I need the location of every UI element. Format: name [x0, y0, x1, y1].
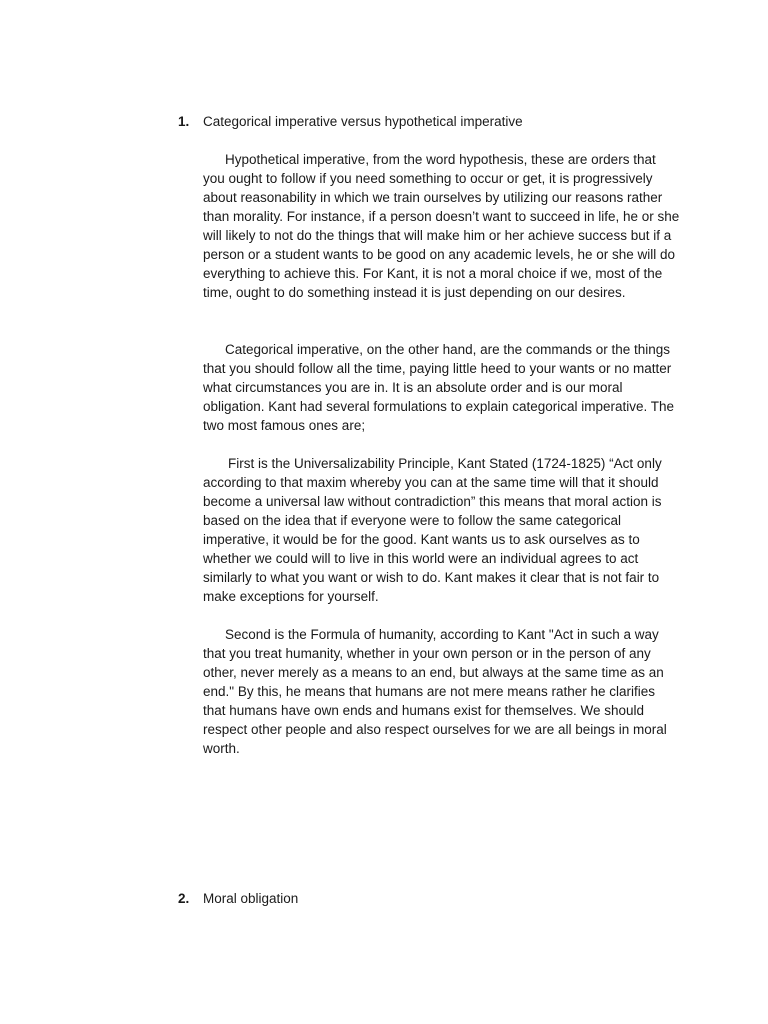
section-title: Categorical imperative versus hypothetical imperative — [203, 114, 523, 129]
paragraph-formula-of-humanity: Second is the Formula of humanity, according to Kant "Act in such a way that you treat humanity, whether in your own person or in the person of any other, never merely as a means to an end, but always at the same time as an end." By this, he means that humans are not mere means rather he clarifies that humans have own ends and humans exist for themselves. We should respect other people and also respect ourselves for we are all beings in moral worth. — [203, 627, 667, 756]
paragraph-universalizability-principle: First is the Universalizability Principle, Kant Stated (1724-1825) “Act only according to that maxim whereby you can at the same time will that it should become a universal law without contradiction” this means that moral action is based on the idea that if everyone were to follow the same categorical imperative, it would be for the good. Kant wants us to ask ourselves as to whether we could will to live in this world were an individual agrees to act similarly to what you want or wish to do. Kant makes it clear that is not fair to make exceptions for yourself. — [203, 456, 662, 604]
paragraph-categorical-imperative: Categorical imperative, on the other hand, are the commands or the things that you should follow all the time, paying little heed to your wants or no matter what circumstances you are in. It is an absolute order and is our moral obligation. Kant had several formulations to explain categorical imperative. The two most famous ones are; — [203, 342, 675, 433]
paragraph-hypothetical-imperative: Hypothetical imperative, from the word hypothesis, these are orders that you ought to follow if you need something to occur or get, it is progressively about reasonability in which we train ourselves by utilizing our reasons rather than morality. For instance, if a person doesn’t want to succeed in life, he or she will likely to not do the things that will make him or her achieve success but if a person or a student wants to be good on any academic levels, he or she will do everything to achieve this. For Kant, it is not a moral choice if we, most of the time, ought to do something instead it is just depending on our desires. — [203, 152, 680, 300]
section-heading-2 — [178, 889, 298, 908]
section-heading-1 — [178, 112, 523, 131]
section-number: 2. — [178, 891, 190, 906]
section-title: Moral obligation — [203, 891, 299, 906]
section-number: 1. — [178, 114, 190, 129]
